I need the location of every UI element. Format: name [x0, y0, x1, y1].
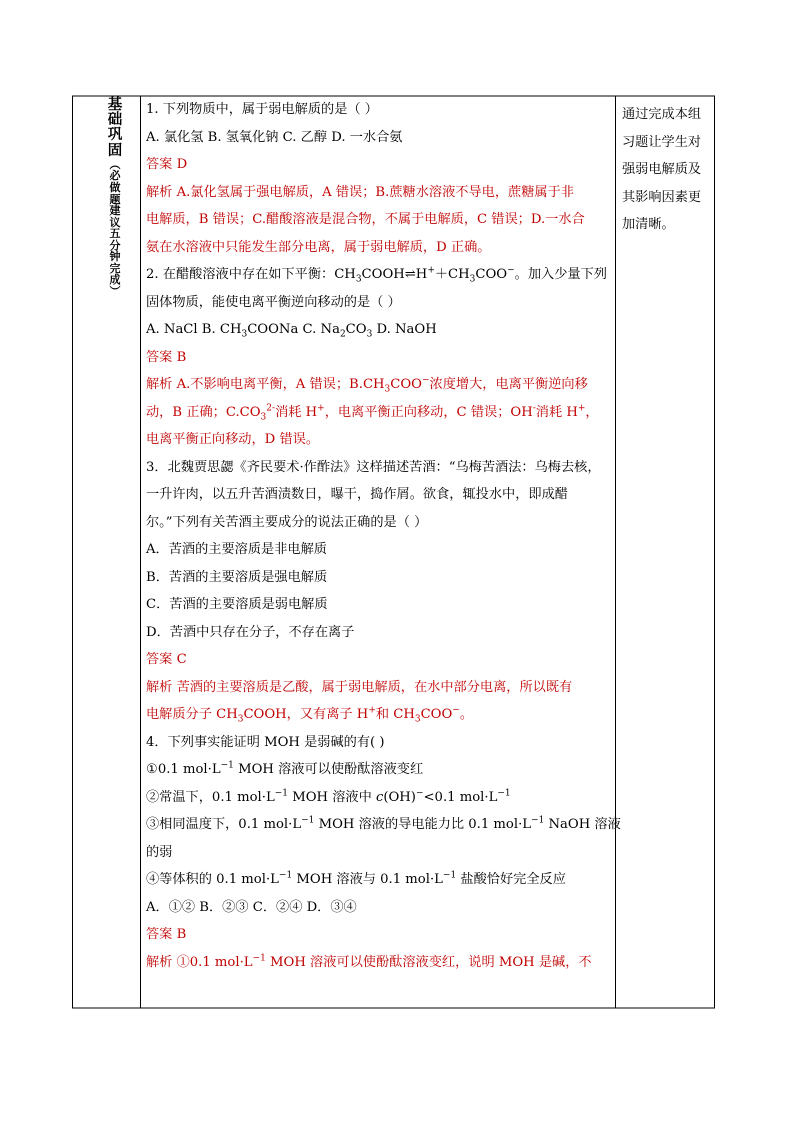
q4-item: 的弱 [146, 844, 173, 860]
q1-options: A. 氯化氢 B. 氢氧化钠 C. 乙醇 D. 一水合氨 [146, 129, 403, 145]
text: 盐酸恰好完全反应 [456, 872, 566, 887]
superscript: − [507, 265, 515, 276]
q3-line: 尔。”下列有关苦酒主要成分的说法正确的是（ ） [146, 514, 428, 530]
text: 。 [459, 707, 474, 722]
q2-options [146, 316, 612, 344]
exercise-content [146, 96, 621, 976]
label-char: 基 [107, 97, 123, 113]
text: MOH 溶液中 [288, 789, 376, 805]
superscript: −1 [274, 788, 288, 799]
label-char: 固 [107, 142, 123, 159]
q1-stem: 1. 下列物质中，属于弱电解质的是（ ） [146, 102, 378, 117]
label-char: 五 [109, 227, 121, 241]
text: COOH，又有离子 H [243, 707, 369, 722]
label-char: 必 [109, 169, 121, 183]
text: ①0.1 mol·L [146, 762, 221, 777]
q2-stem [146, 261, 612, 289]
text: D. NaOH [372, 322, 437, 337]
subscript: 3 [469, 274, 476, 285]
text: COO [390, 377, 422, 392]
label-char: 础 [107, 112, 123, 129]
subscript: 2 [339, 329, 346, 340]
q4-item [146, 784, 612, 812]
text: NaOH 溶液 [544, 817, 621, 832]
label-char: 巩 [107, 127, 123, 144]
superscript: −1 [252, 953, 266, 964]
text: ＋CH [434, 267, 470, 282]
q3-option: D．苦酒中只存在分子，不存在离子 [146, 624, 355, 640]
text: <0.1 mol·L [423, 789, 498, 805]
text: 解析 ①0.1 mol·L [146, 954, 253, 970]
label-char: 做 [109, 180, 121, 194]
subscript: 3 [366, 329, 373, 340]
label-char: 议 [109, 215, 121, 229]
q4-stem: 4．下列事实能证明 MOH 是弱碱的有( ) [146, 734, 385, 750]
section-label [104, 98, 126, 297]
q3-analysis-line [146, 701, 612, 729]
text: MOH 溶液可以使酚酞溶液变红 [233, 762, 424, 777]
text: 动，B 正确；C.CO [146, 404, 261, 420]
q1-analysis-line: 氨在水溶液中只能发生部分电离，属于弱电解质，D 正确。 [146, 239, 491, 255]
text: COONa C. Na [247, 322, 340, 337]
teaching-note [622, 101, 714, 239]
text: ， [585, 404, 599, 420]
q3-answer: 答案 C [146, 652, 187, 667]
note-line: 习题让学生对 [622, 134, 702, 150]
q1-answer: 答案 D [146, 157, 188, 172]
text: 电解质分子 CH [146, 707, 238, 722]
label-char: ︶ [109, 284, 121, 298]
superscript: 2- [266, 403, 276, 414]
text: MOH 溶液的导电能力比 0.1 mol·L [314, 817, 532, 832]
q3-analysis-line: 解析 苦酒的主要溶质是乙酸，属于弱电解质，在水中部分电离，所以既有 [146, 679, 573, 695]
q3-option: C．苦酒的主要溶质是弱电解质 [146, 597, 328, 612]
subscript: 3 [355, 274, 362, 285]
text: ，电离平衡正向移动，C 错误；OH [324, 404, 533, 420]
text: COO [420, 707, 453, 722]
superscript: + [577, 403, 586, 414]
text: MOH 溶液与 0.1 mol·L [292, 872, 443, 887]
subscript: 3 [414, 714, 421, 725]
note-line: 其影响因素更 [622, 189, 702, 205]
superscript: − [422, 375, 430, 386]
q4-analysis-line [146, 949, 612, 977]
q4-options: A．①② B．②③ C．②④ D．③④ [146, 899, 357, 915]
superscript: + [317, 403, 325, 414]
superscript: − [452, 705, 460, 716]
q4-item [146, 811, 621, 839]
text: 。加入少量下列 [514, 267, 607, 282]
q4-item [146, 866, 612, 894]
text: 浓度增大，电离平衡逆向移 [429, 377, 588, 392]
subscript: 3 [260, 412, 267, 423]
q2-answer: 答案 B [146, 349, 187, 365]
q4-answer: 答案 B [146, 927, 187, 942]
q3-line: 3．北魏贾思勰《齐民要术·作酢法》这样描述苦酒：“乌梅苦酒法：乌梅去核， [146, 459, 601, 475]
text: 2. 在醋酸溶液中存在如下平衡：CH [146, 267, 356, 282]
text: CO [345, 322, 367, 337]
text: COO [475, 267, 508, 282]
text: A. NaCl B. CH [146, 322, 242, 337]
italic-var: c [375, 789, 384, 805]
superscript: −1 [531, 815, 545, 826]
q1-analysis-line: 电解质，B 错误；C.醋酸溶液是混合物，不属于电解质，C 错误；D.一水合 [146, 212, 585, 227]
label-char: 建 [109, 204, 121, 218]
q2-analysis-line [146, 399, 612, 427]
note-line: 强弱电解质及 [622, 162, 702, 177]
subscript: 3 [384, 384, 391, 395]
text: ②常温下，0.1 mol·L [146, 789, 275, 805]
label-char: ︵ [109, 157, 121, 171]
text: 解析 A.不影响电离平衡，A 错误；B.CH [146, 377, 385, 392]
q2-analysis-line [146, 371, 612, 399]
text: 消耗 H [275, 404, 318, 420]
superscript: −1 [278, 870, 293, 881]
q3-option: A．苦酒的主要溶质是非电解质 [146, 542, 327, 557]
text: MOH 溶液可以使酚酞溶液变红，说明 MOH 是碱，不 [265, 954, 592, 970]
label-char: 成 [109, 273, 121, 287]
note-line: 通过完成本组 [622, 107, 702, 122]
superscript: −1 [301, 815, 315, 826]
q4-item [146, 756, 612, 784]
label-char: 题 [109, 192, 121, 206]
text: 消耗 H [535, 404, 578, 420]
superscript: −1 [442, 870, 457, 881]
superscript: −1 [220, 760, 234, 771]
q3-option: B．苦酒的主要溶质是强电解质 [146, 569, 328, 585]
subscript: 3 [241, 329, 248, 340]
superscript: + [368, 705, 376, 716]
superscript: - [532, 403, 536, 414]
text: ③相同温度下，0.1 mol·L [146, 817, 302, 832]
q3-line: 一升许肉，以五升苦酒渍数日，曝干，捣作屑。欲食，辄投水中，即成醋 [146, 487, 568, 502]
label-char: 钟 [109, 250, 121, 264]
q2-stem-2: 固体物质，能使电离平衡逆向移动的是（ ） [146, 294, 401, 310]
note-line: 加清晰。 [622, 217, 675, 232]
text: ④等体积的 0.1 mol·L [146, 872, 279, 887]
text: COOH⇌H [361, 267, 428, 282]
subscript: 3 [237, 714, 244, 725]
q2-analysis-line: 电离平衡正向移动，D 错误。 [146, 432, 320, 447]
text: (OH) [383, 789, 416, 805]
q1-analysis-line: 解析 A.氯化氢属于强电解质，A 错误；B.蔗糖水溶液不导电，蔗糖属于非 [146, 184, 574, 200]
text: 和 CH [375, 707, 415, 722]
superscript: + [427, 265, 435, 276]
label-char: 分 [109, 238, 121, 252]
label-char: 完 [109, 261, 121, 275]
superscript: −1 [497, 788, 511, 799]
superscript: − [415, 788, 424, 799]
